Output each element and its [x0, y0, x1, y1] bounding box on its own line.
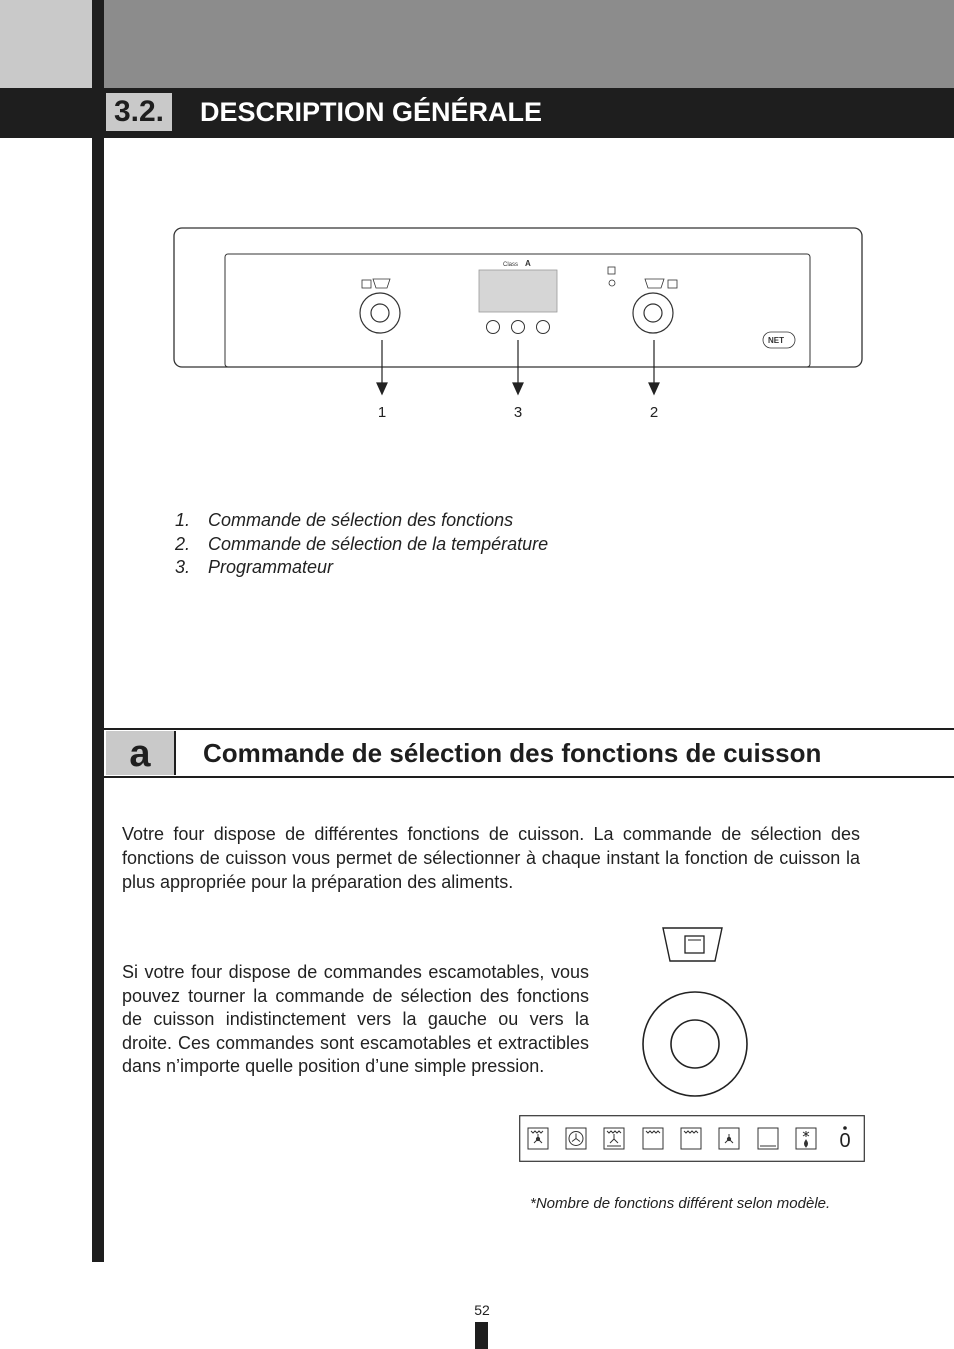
indicator-light — [609, 280, 615, 286]
temperature-selector-knob — [633, 279, 677, 333]
function-knob-illustration — [630, 920, 760, 1100]
bottom-heat-icon — [758, 1128, 778, 1149]
fan-top-bottom-icon — [604, 1128, 624, 1149]
legend-list — [175, 509, 548, 580]
oven-icon — [663, 928, 722, 961]
fan-grill-icon — [528, 1128, 548, 1149]
off-label: 0 — [839, 1130, 851, 1152]
legend-item: 2. Commande de sélection de la température — [175, 533, 549, 554]
fan-icon — [566, 1128, 586, 1149]
header-grey-block-left — [0, 0, 92, 88]
function-icons-strip — [519, 1115, 865, 1162]
programmer-display — [479, 270, 557, 312]
subsection-rule-bottom — [104, 776, 954, 778]
callout-2: 2 — [649, 404, 659, 421]
indicator-icon — [608, 267, 615, 274]
legend-item: 1. Commande de sélection des fonctions — [175, 510, 514, 530]
subsection-rule-top — [104, 728, 954, 730]
defrost-icon — [796, 1128, 816, 1149]
fan-bottom-icon — [719, 1128, 739, 1149]
subsection-title: Commande de sélection des fonctions de cuisson — [203, 738, 822, 768]
page-tab-marker — [475, 1322, 488, 1349]
svg-text:NET: NET — [768, 336, 784, 345]
subsection-letter: a — [106, 731, 176, 775]
footnote: *Nombre de fonctions différent selon modèle. — [530, 1195, 831, 1212]
section-number: 3.2. — [106, 93, 172, 131]
off-indicator-dot — [843, 1126, 847, 1130]
net-logo — [763, 332, 795, 348]
class-letter: A — [525, 259, 531, 268]
page-number: 52 — [474, 1302, 490, 1318]
top-heat-icon — [643, 1128, 663, 1149]
programmer — [479, 259, 557, 334]
header-grey-band — [104, 0, 954, 88]
class-label: Class — [503, 262, 519, 268]
section-title: DESCRIPTION GÉNÉRALE — [200, 97, 543, 127]
callout-1: 1 — [377, 404, 387, 421]
paragraph-retractable: Si votre four dispose de commandes escamotables, vous pouvez tourner la commande de sélection des fonctions de cuisson indistinctement vers la gauche ou vers la droite. Ces commandes sont escamotables et extractibles dans n’importe quelle position d’une simple pression. — [122, 962, 589, 1076]
paragraph-intro: Votre four dispose de différentes fonctions de cuisson. La commande de sélection des fonctions de cuisson vous permet de sélectionner à chaque instant la fonction de cuisson la plus appropriée pour la préparation des aliments. — [122, 824, 860, 892]
top-grill-icon — [681, 1128, 701, 1149]
left-margin-rule — [92, 0, 104, 1262]
legend-item: 3. Programmateur — [175, 557, 334, 577]
function-selector-knob — [360, 279, 400, 333]
oven-control-panel-diagram — [170, 224, 870, 424]
callout-3: 3 — [513, 404, 523, 421]
